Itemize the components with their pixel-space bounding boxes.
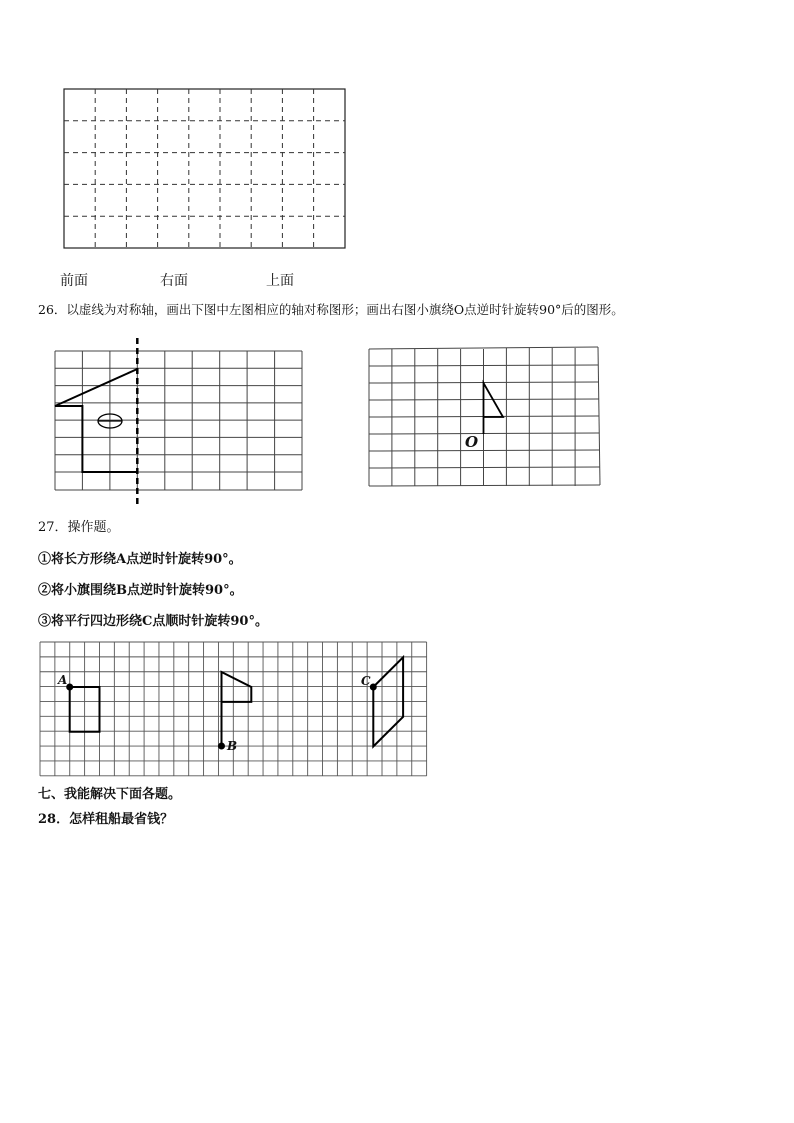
- question-26-text: 26．以虚线为对称轴，画出下图中左图相应的轴对称图形；画出右图小旗绕O点逆时针旋转90°后的图形。: [38, 302, 624, 317]
- label-top-view: 上面: [266, 273, 294, 289]
- point-b-label: B: [227, 739, 238, 753]
- point-o-label: O: [465, 433, 479, 451]
- question-27-item-3: ③将平行四边形绕C点顺时针旋转90°。: [38, 614, 268, 629]
- question-27-item-2: ②将小旗围绕B点逆时针旋转90°。: [38, 583, 243, 598]
- section-7-title: 七、我能解决下面各题。: [38, 787, 182, 802]
- question-27-title: 27．操作题。: [38, 520, 120, 535]
- question-27-item-1: ①将长方形绕A点逆时针旋转90°。: [38, 552, 242, 567]
- question-28-text: 28．怎样租船最省钱？: [38, 812, 174, 827]
- label-right-view: 右面: [160, 273, 188, 289]
- label-front-view: 前面: [60, 273, 88, 289]
- point-a-label: A: [58, 673, 68, 687]
- point-b-dot: [218, 743, 225, 750]
- flag-shape: [222, 672, 252, 746]
- point-c-label: C: [361, 674, 371, 688]
